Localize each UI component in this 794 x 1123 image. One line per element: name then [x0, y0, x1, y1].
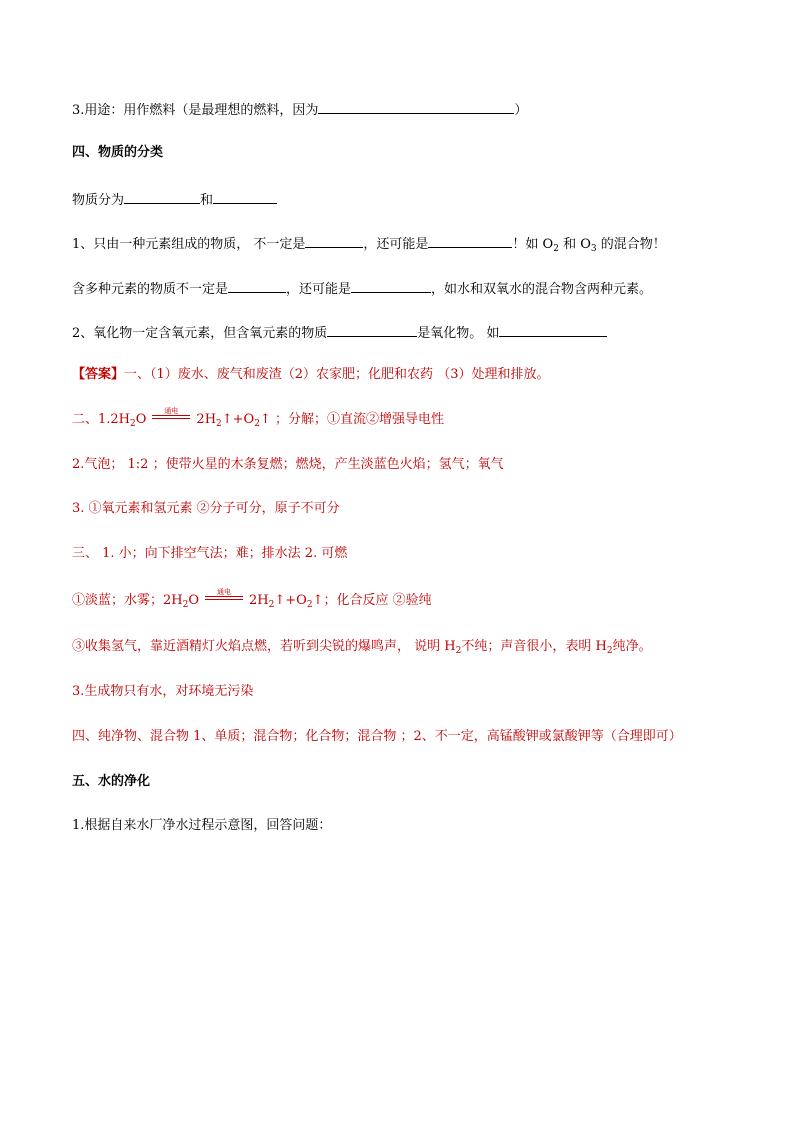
answer-line-2: 二、$1.2H_2O$ 通电 $2H_2↑+O_2↑$ ；分解；①直流②增强导电性	[72, 407, 444, 429]
answer-line-6: ①淡蓝；水雾；$2H_2O$ 通电 $2H_2↑+O_2↑$；化合反应 ②验纯	[72, 588, 432, 610]
reaction-condition: 通电	[205, 596, 243, 604]
single-element-question: 1、只由一种元素组成的物质， 不一定是 ，还可能是 ！如 $O_2$ 和 $O_3$ 的混合物！	[72, 233, 666, 254]
answer-line-1: 【答案】一、（1）废水、废气和废渣（2）农家肥；化肥和农药 （3）处理和排放。	[72, 367, 550, 382]
answer-blank[interactable]	[327, 322, 417, 337]
section-4-title: 四、物质的分类	[72, 145, 164, 160]
answer-tag: 【答案】	[72, 367, 125, 382]
answer-blank[interactable]	[499, 322, 607, 337]
answer-blank[interactable]	[213, 189, 277, 204]
water-purification-question: 1.根据自来水厂净水过程示意图，回答问题：	[72, 818, 332, 833]
answer-line-9: 四、纯净物、混合物 1、单质；混合物；化合物；混合物 ；2、不一定，高锰酸钾或氯酸钾等（合理即可）	[72, 729, 682, 744]
answer-blank[interactable]	[428, 233, 512, 248]
multi-element-question: 含多种元素的物质不一定是 ，还可能是 ，如水和双氧水的混合物含两种元素。	[72, 278, 652, 299]
answer-line-4: 3. ①氧元素和氢元素 ②分子可分，原子不可分	[72, 501, 340, 516]
section-5-title: 五、水的净化	[72, 774, 151, 789]
answer-blank[interactable]	[228, 278, 286, 293]
answer-line-7: ③收集氢气，靠近酒精灯火焰点燃，若听到尖锐的爆鸣声， 说明 $H_2$不纯；声音很小，表明 $H_2$纯净。	[72, 639, 652, 656]
classify-question: 物质分为 和	[72, 189, 277, 210]
answer-blank[interactable]	[351, 278, 431, 293]
answer-line-5: 三、 1. 小；向下排空气法；难；排水法 2. 可燃	[72, 546, 348, 561]
answer-line-8: 3.生成物只有水，对环境无污染	[72, 684, 254, 699]
oxide-question: 2、氧化物一定含氧元素，但含氧元素的物质 是氧化物。 如	[72, 322, 607, 343]
answer-blank[interactable]	[124, 189, 200, 204]
reaction-condition: 通电	[152, 415, 190, 423]
answer-blank[interactable]	[305, 233, 363, 248]
use-question: 3.用途：用作燃料（是最理想的燃料，因为 ）	[72, 99, 527, 120]
answer-line-3: 2.气泡； 1:2 ；使带火星的木条复燃；燃烧，产生淡蓝色火焰；氢气；氧气	[72, 457, 504, 472]
answer-blank[interactable]	[318, 99, 514, 114]
